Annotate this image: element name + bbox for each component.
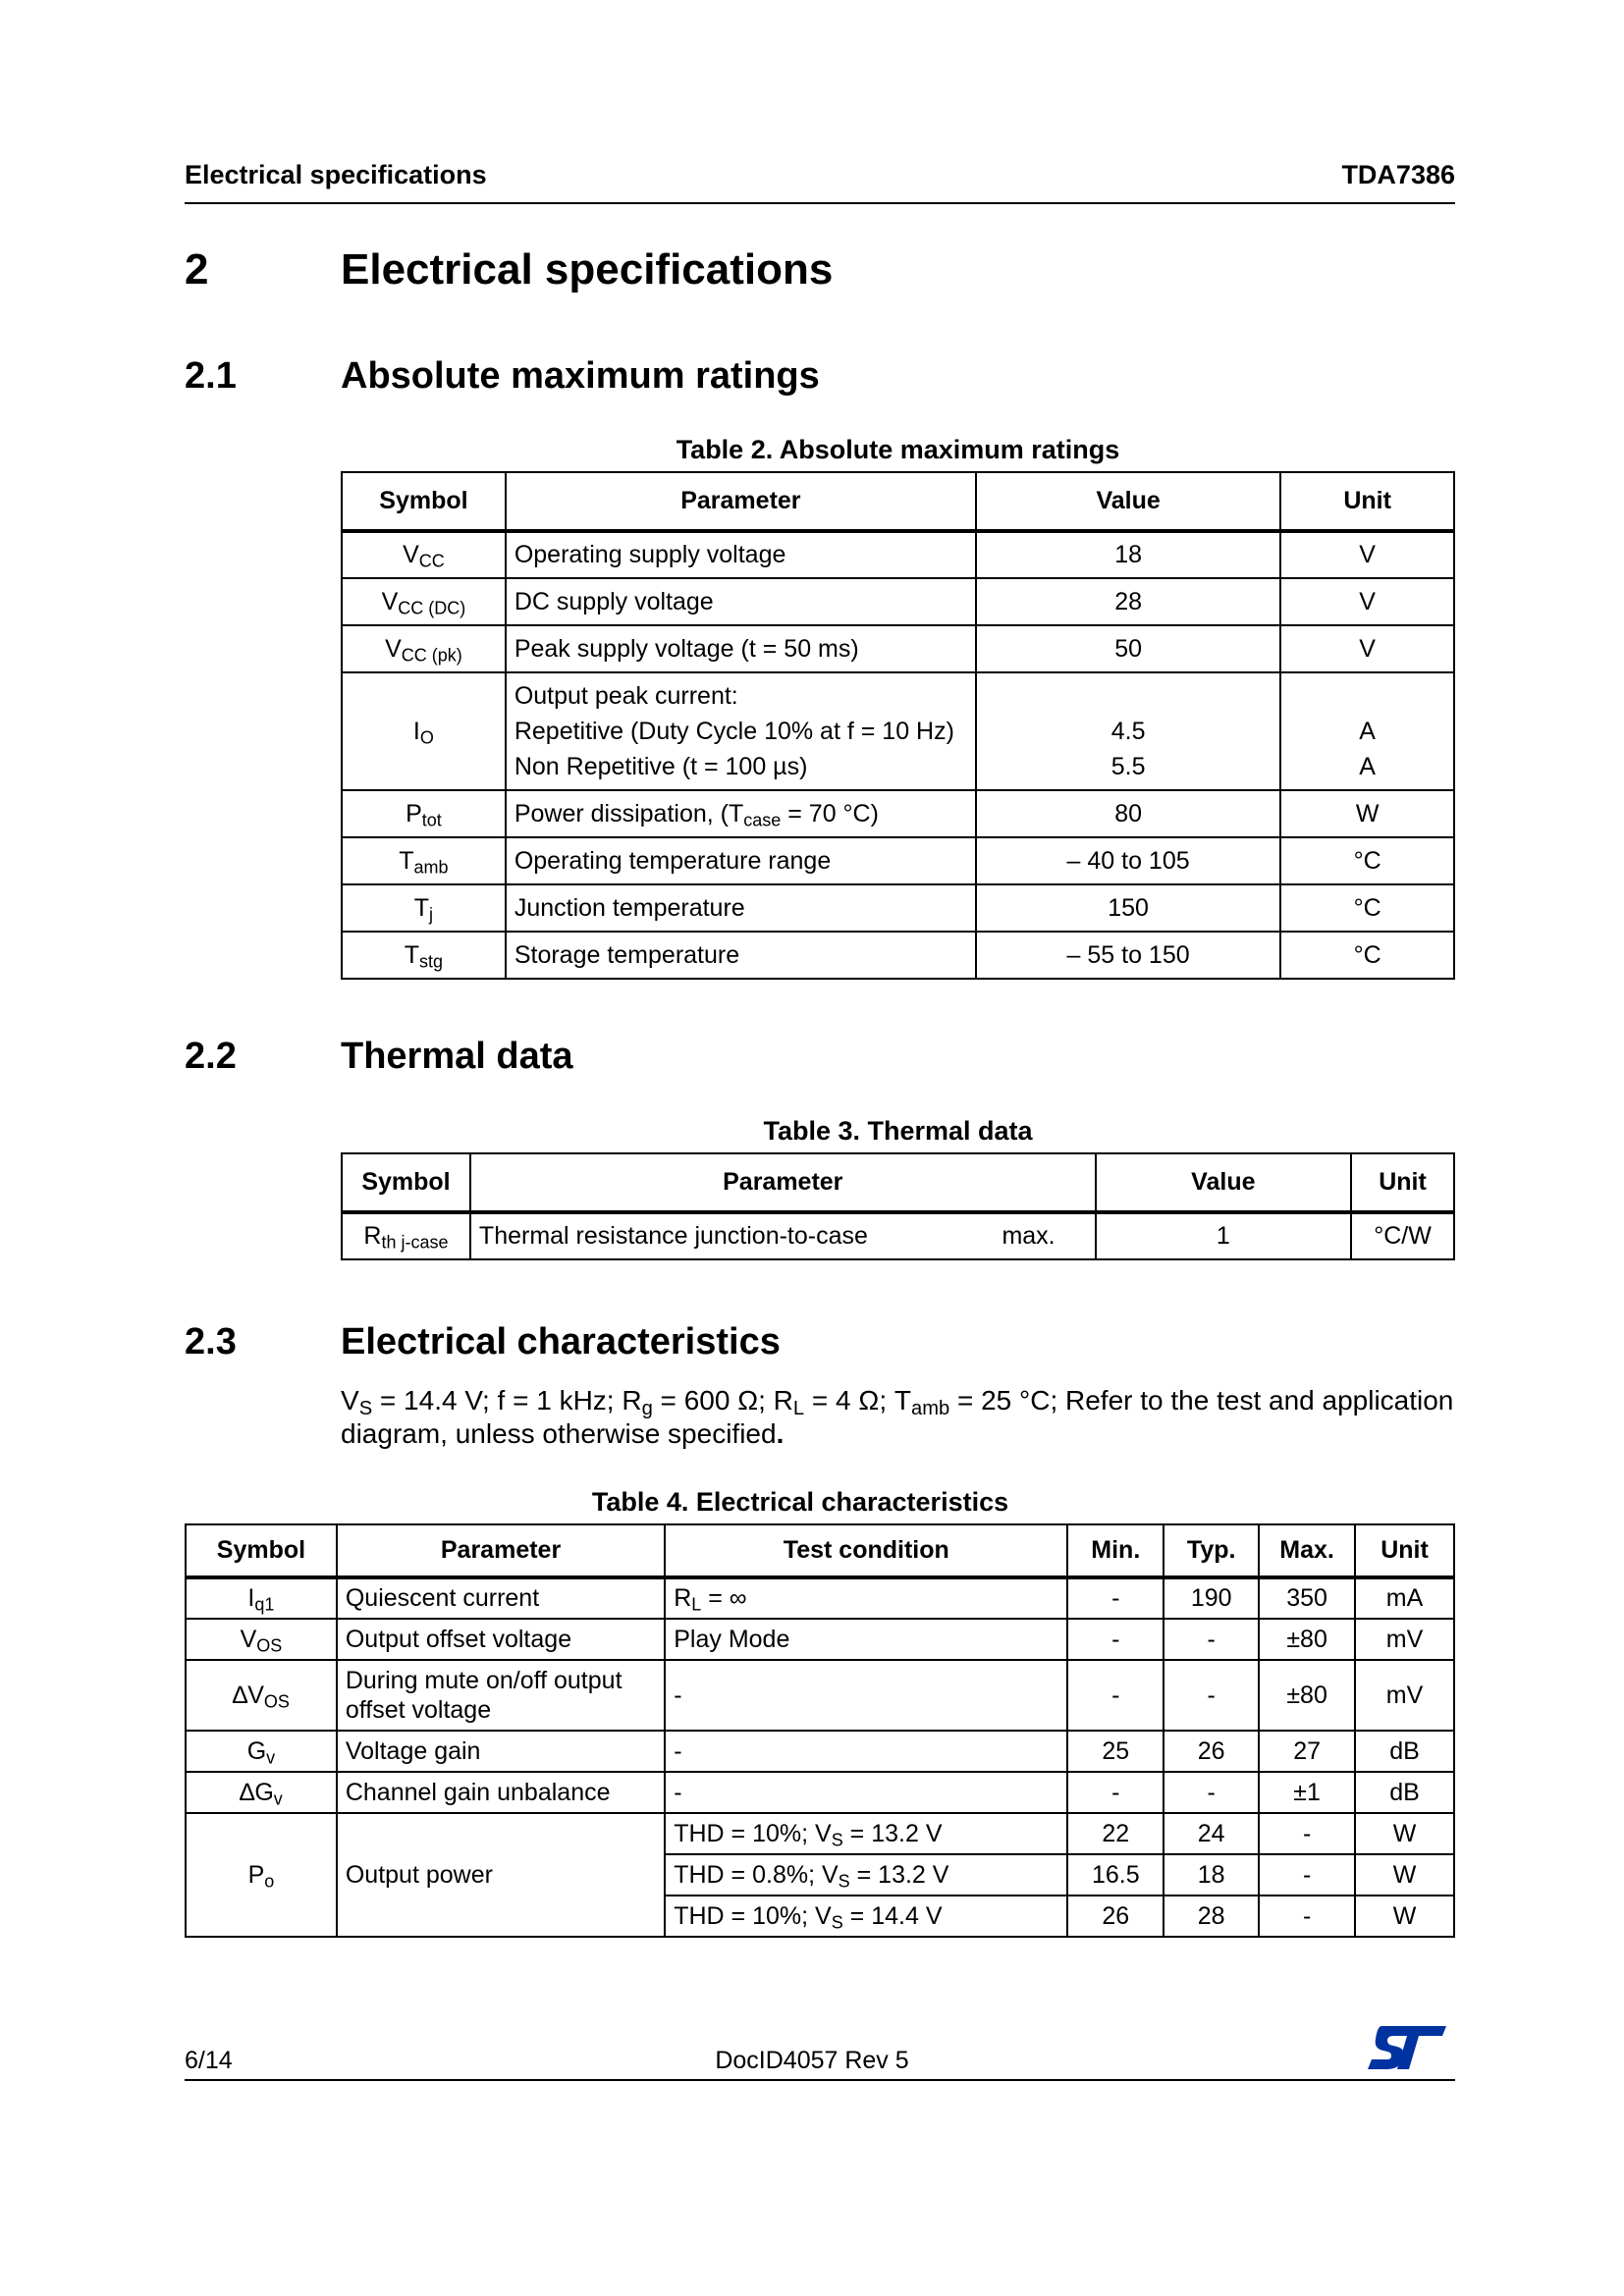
condition-cell: Play Mode <box>665 1619 1067 1660</box>
min-cell: 22 <box>1067 1813 1164 1854</box>
table-electrical-characteristics <box>185 1523 1455 1938</box>
parameter-cell: DC supply voltage <box>506 578 976 625</box>
symbol-cell: $V_{CC (pk)}$ <box>342 625 506 672</box>
footer-rule <box>185 2079 1455 2081</box>
table-row <box>342 578 1454 625</box>
table-row <box>342 932 1454 979</box>
column-header: Unit <box>1280 472 1454 531</box>
parameter-cell: Channel gain unbalance <box>337 1772 665 1813</box>
section-number: 2 <box>185 245 209 294</box>
symbol-cell: $P_o$ <box>186 1813 337 1937</box>
max-cell: - <box>1259 1813 1355 1854</box>
section-title: Electrical specifications <box>341 245 834 294</box>
condition-cell: THD = 0.8%; $V_S = 13.2$ V <box>665 1854 1067 1896</box>
condition-cell: - <box>665 1660 1067 1731</box>
table-absolute-maximum-ratings <box>341 471 1455 980</box>
typ-cell: - <box>1164 1660 1259 1731</box>
min-cell: 16.5 <box>1067 1854 1164 1896</box>
column-header: Value <box>1096 1153 1351 1212</box>
min-cell: - <box>1067 1772 1164 1813</box>
unit-cell: W <box>1280 790 1454 837</box>
value-cell: – 55 to 150 <box>976 932 1280 979</box>
min-cell: - <box>1067 1577 1164 1619</box>
unit-cell: °C/W <box>1351 1212 1454 1259</box>
typ-cell: 24 <box>1164 1813 1259 1854</box>
condition-cell: THD = 10%; $V_S = 13.2$ V <box>665 1813 1067 1854</box>
symbol-cell: $I_{q1}$ <box>186 1577 337 1619</box>
section-title: Thermal data <box>341 1036 573 1077</box>
max-cell: ±80 <box>1259 1660 1355 1731</box>
table-3-caption: Table 3. Thermal data <box>763 1116 1033 1146</box>
parameter-cell: Storage temperature <box>506 932 976 979</box>
table-row <box>186 1577 1454 1619</box>
condition-cell: $R_L$ = ∞ <box>665 1577 1067 1619</box>
section-title: Absolute maximum ratings <box>341 355 820 397</box>
typ-cell: 26 <box>1164 1731 1259 1772</box>
min-cell: 25 <box>1067 1731 1164 1772</box>
section-number: 2.2 <box>185 1036 237 1077</box>
max-qualifier: max. <box>1001 1222 1056 1250</box>
min-cell: - <box>1067 1619 1164 1660</box>
symbol-cell: $V_{CC}$ <box>342 531 506 578</box>
parameter-cell: Voltage gain <box>337 1731 665 1772</box>
section-number: 2.3 <box>185 1321 237 1362</box>
value-cell: – 40 to 105 <box>976 837 1280 884</box>
section-number: 2.1 <box>185 355 237 397</box>
value-cell: 4.5 5.5 <box>976 672 1280 790</box>
table-row <box>342 1212 1454 1259</box>
column-header: Symbol <box>342 1153 470 1212</box>
parameter-cell: Power dissipation, ($T_{case} = 70$ °C) <box>506 790 976 837</box>
table-row <box>342 625 1454 672</box>
symbol-cell: $T_j$ <box>342 884 506 932</box>
symbol-cell: $T_{amb}$ <box>342 837 506 884</box>
max-cell: 27 <box>1259 1731 1355 1772</box>
unit-cell: mA <box>1355 1577 1454 1619</box>
table-row <box>186 1619 1454 1660</box>
table-row <box>342 531 1454 578</box>
unit-cell: V <box>1280 531 1454 578</box>
value-cell: 50 <box>976 625 1280 672</box>
unit-cell: mV <box>1355 1660 1454 1731</box>
typ-cell: 190 <box>1164 1577 1259 1619</box>
column-header: Symbol <box>186 1524 337 1577</box>
condition-cell: - <box>665 1772 1067 1813</box>
max-cell: - <box>1259 1896 1355 1937</box>
symbol-cell: $I_O$ <box>342 672 506 790</box>
value-cell: 28 <box>976 578 1280 625</box>
table-row <box>342 672 1454 790</box>
unit-cell: V <box>1280 625 1454 672</box>
table-thermal-data <box>341 1152 1455 1260</box>
condition-cell: - <box>665 1731 1067 1772</box>
table-row <box>186 1772 1454 1813</box>
max-cell: ±80 <box>1259 1619 1355 1660</box>
table-4-caption: Table 4. Electrical characteristics <box>591 1487 1009 1517</box>
parameter-cell: Junction temperature <box>506 884 976 932</box>
value-cell: 1 <box>1096 1212 1351 1259</box>
column-header: Parameter <box>470 1153 1096 1212</box>
table-row <box>342 790 1454 837</box>
parameter-cell: Thermal resistance junction-to-case max. <box>470 1212 1096 1259</box>
symbol-cell: $\Delta G_v$ <box>186 1772 337 1813</box>
max-cell: 350 <box>1259 1577 1355 1619</box>
symbol-cell: $P_{tot}$ <box>342 790 506 837</box>
column-header: Unit <box>1351 1153 1454 1212</box>
document-id: DocID4057 Rev 5 <box>715 2047 909 2074</box>
table-row <box>186 1731 1454 1772</box>
unit-cell: dB <box>1355 1772 1454 1813</box>
running-header-part-number: TDA7386 <box>1341 160 1455 189</box>
parameter-cell: Output offset voltage <box>337 1619 665 1660</box>
test-conditions-paragraph: $V_S = 14.4$ V; f = 1 kHz; $R_g = 600$ Ω; $R_L = 4$ Ω; $T_{amb} = 25$ °C; Refer to the test and application diagram, unless otherwise specified. <box>341 1385 1454 1449</box>
unit-cell: °C <box>1280 884 1454 932</box>
unit-cell: W <box>1355 1813 1454 1854</box>
column-header: Symbol <box>342 472 506 531</box>
table-row <box>186 1813 1454 1854</box>
typ-cell: - <box>1164 1619 1259 1660</box>
column-header: Max. <box>1259 1524 1355 1577</box>
parameter-cell: Operating temperature range <box>506 837 976 884</box>
value-cell: 80 <box>976 790 1280 837</box>
parameter-cell: During mute on/off output offset voltage <box>337 1660 665 1731</box>
unit-cell: °C <box>1280 932 1454 979</box>
parameter-cell: Output peak current: Repetitive (Duty Cycle 10% at f = 10 Hz) Non Repetitive (t = 100 µs) <box>506 672 976 790</box>
column-header: Unit <box>1355 1524 1454 1577</box>
column-header: Min. <box>1067 1524 1164 1577</box>
symbol-cell: $\Delta V_{OS}$ <box>186 1660 337 1731</box>
page-number: 6/14 <box>185 2047 233 2074</box>
table-row <box>342 884 1454 932</box>
symbol-cell: $G_v$ <box>186 1731 337 1772</box>
parameter-cell: Output power <box>337 1813 665 1937</box>
unit-cell: W <box>1355 1896 1454 1937</box>
column-header: Parameter <box>337 1524 665 1577</box>
max-cell: ±1 <box>1259 1772 1355 1813</box>
symbol-cell: $T_{stg}$ <box>342 932 506 979</box>
st-logo-icon <box>1368 2024 1448 2071</box>
column-header: Value <box>976 472 1280 531</box>
parameter-cell: Operating supply voltage <box>506 531 976 578</box>
unit-cell: mV <box>1355 1619 1454 1660</box>
column-header: Test condition <box>665 1524 1067 1577</box>
min-cell: - <box>1067 1660 1164 1731</box>
typ-cell: 18 <box>1164 1854 1259 1896</box>
table-row <box>186 1660 1454 1731</box>
unit-cell: °C <box>1280 837 1454 884</box>
symbol-cell: $R_{th j-case}$ <box>342 1212 470 1259</box>
typ-cell: 28 <box>1164 1896 1259 1937</box>
unit-cell: W <box>1355 1854 1454 1896</box>
section-title: Electrical characteristics <box>341 1321 781 1362</box>
unit-cell: dB <box>1355 1731 1454 1772</box>
table-2-caption: Table 2. Absolute maximum ratings <box>676 435 1120 464</box>
symbol-cell: $V_{CC (DC)}$ <box>342 578 506 625</box>
value-cell: 18 <box>976 531 1280 578</box>
unit-cell: V <box>1280 578 1454 625</box>
column-header: Typ. <box>1164 1524 1259 1577</box>
condition-cell: THD = 10%; $V_S = 14.4$ V <box>665 1896 1067 1937</box>
min-cell: 26 <box>1067 1896 1164 1937</box>
parameter-cell: Peak supply voltage (t = 50 ms) <box>506 625 976 672</box>
typ-cell: - <box>1164 1772 1259 1813</box>
column-header: Parameter <box>506 472 976 531</box>
parameter-cell: Quiescent current <box>337 1577 665 1619</box>
symbol-cell: $V_{OS}$ <box>186 1619 337 1660</box>
max-cell: - <box>1259 1854 1355 1896</box>
running-header-title: Electrical specifications <box>185 160 487 189</box>
unit-cell: A A <box>1280 672 1454 790</box>
header-rule <box>185 202 1455 204</box>
value-cell: 150 <box>976 884 1280 932</box>
table-row <box>342 837 1454 884</box>
